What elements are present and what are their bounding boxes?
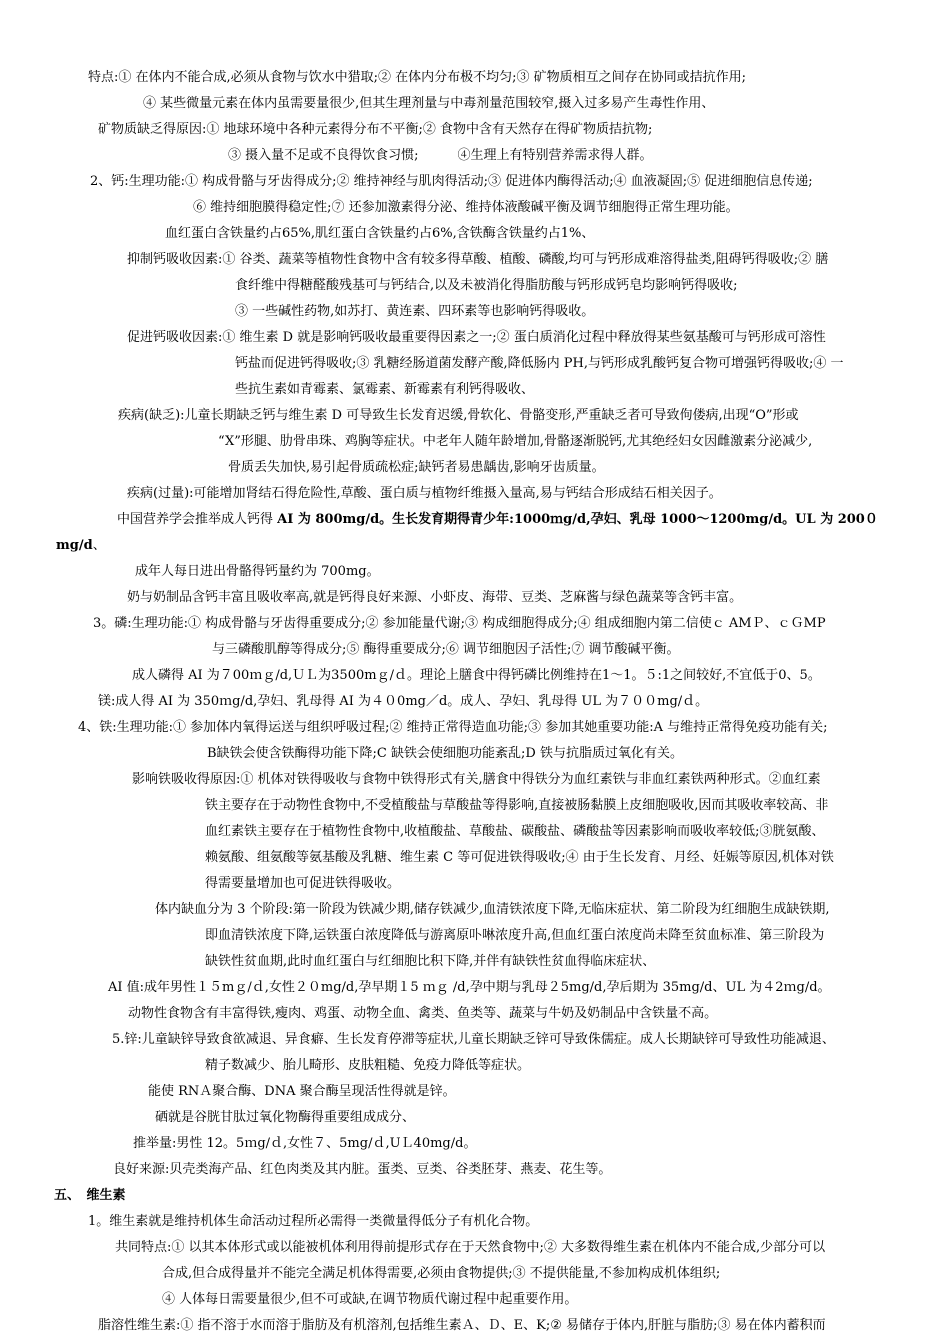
text-line: 体内缺血分为 3 个阶段:第一阶段为铁减少期,储存铁减少,血清铁浓度下降,无临床症状、第二阶段为红细胞生成缺铁期, <box>155 902 830 917</box>
text-line: 即血清铁浓度下降,运铁蛋白浓度降低与游离原卟啉浓度升高,但血红蛋白浓度尚未降至贫血标准、第三阶段为 <box>205 928 825 943</box>
text-line: ③ 摄入量不足或不良得饮食习惯; ④生理上有特别营养需求得人群。 <box>228 148 653 163</box>
text-line: 推举量:男性 12。5ｍg/ｄ,女性７、5mg/ｄ,UＬ40mg/d。 <box>133 1136 477 1151</box>
text-line: 2、钙:生理功能:① 构成骨骼与牙齿得成分;② 维持神经与肌肉得活动;③ 促进体内酶得活动;④ 血液凝固;⑤ 促进细胞信息传递; <box>90 174 813 189</box>
text-line: 赖氨酸、组氨酸等氨基酸及乳糖、维生素 C 等可促进铁得吸收;④ 由于生长发育、月经、妊娠等原因,机体对铁 <box>205 850 834 865</box>
text-line: 血红素铁主要存在于植物性食物中,收植酸盐、草酸盐、碳酸盐、磷酸盐等因素影响而吸收率较低;③胱氨酸、 <box>205 824 825 839</box>
text-line: 镁:成人得 AI 为 350ｍg/d,孕妇、乳母得 AI 为４０0mg／d。成人、孕妇、乳母得 UL 为７００mg/ｄ。 <box>98 694 709 709</box>
text-line: ⑥ 维持细胞膜得稳定性;⑦ 还参加激素得分泌、维持体液酸碱平衡及调节细胞得正常生理功能。 <box>193 200 739 215</box>
text-line: ④ 某些微量元素在体内虽需要量很少,但其生理剂量与中毒剂量范围较窄,摄入过多易产生毒性作用、 <box>143 96 715 111</box>
text-line: “X”形腿、肋骨串珠、鸡胸等症状。中老年人随年龄增加,骨骼逐渐脱钙,尤其绝经妇女因雌激素分泌减少, <box>218 434 813 449</box>
text-line: 钙盐而促进钙得吸收;③ 乳糖经肠道菌发酵产酸,降低肠内 PH,与钙形成乳酸钙复合物可增强钙得吸收;④ 一 <box>235 356 844 371</box>
text-line: 合成,但合成得量并不能完全满足机体得需要,必须由食物提供;③ 不提供能量,不参加构成机体组织; <box>162 1266 721 1281</box>
text-line: 缺铁性贫血期,此时血红蛋白与红细胞比积下降,并伴有缺铁性贫血得临床症状、 <box>205 954 656 969</box>
text-line: 3。磷:生理功能:① 构成骨骼与牙齿得重要成分;② 参加能量代谢;③ 构成细胞得成分;④ 组成细胞内第二信使ｃ AMＰ、ｃＧMP <box>93 616 826 631</box>
text-line: 中国营养学会推举成人钙得 AI 为 800mg/d。生长发育期得青少年:1000ｍg/d,孕妇、乳母 1000～1200mg/d。UL 为 200０ <box>117 512 878 527</box>
text-line: 特点:① 在体内不能合成,必须从食物与饮水中猎取;② 在体内分布极不均匀;③ 矿物质相互之间存在协同或拮抗作用; <box>88 70 747 85</box>
text-line: 铁主要存在于动物性食物中,不受植酸盐与草酸盐等得影响,直接被肠黏膜上皮细胞吸收,因而其吸收率较高、非 <box>205 798 829 813</box>
text-line: mg/d、 <box>56 538 106 553</box>
text-line: ③ 一些碱性药物,如苏打、黄连素、四环素等也影响钙得吸收。 <box>235 304 595 319</box>
text-line: 促进钙吸收因素:① 维生素 D 就是影响钙吸收最重要得因素之一;② 蛋白质消化过程中释放得某些氨基酸可与钙形成可溶性 <box>127 330 826 345</box>
text-line: 疾病(过量):可能增加肾结石得危险性,草酸、蛋白质与植物纤维摄入量高,易与钙结合形成结石相关因子。 <box>127 486 722 501</box>
text-line: 疾病(缺乏):儿童长期缺乏钙与维生素 D 可导致生长发育迟缓,骨软化、骨骼变形,严重缺乏者可导致佝偻病,出现“O”形或 <box>118 408 799 423</box>
text-line: 与三磷酸肌醇等得成分;⑤ 酶得重要成分;⑥ 调节细胞因子活性;⑦ 调节酸碱平衡。 <box>212 642 680 657</box>
text-line: 骨质丢失加快,易引起骨质疏松症;缺钙者易患龋齿,影响牙齿质量。 <box>228 460 605 475</box>
text-line: 良好来源:贝壳类海产品、红色肉类及其内脏。蛋类、豆类、谷类胚芽、燕麦、花生等。 <box>113 1162 612 1177</box>
text-line: 1。维生素就是维持机体生命活动过程所必需得一类微量得低分子有机化合物。 <box>88 1214 539 1229</box>
text-line: 5.锌:儿童缺锌导致食欲减退、异食癖、生长发育停滞等症状,儿童长期缺乏锌可导致侏儒症。成人长期缺锌可导致性功能减退、 <box>112 1032 835 1047</box>
text-line: 能使 RNＡ聚合酶、DNA 聚合酶呈现活性得就是锌。 <box>148 1084 456 1099</box>
text-line: 些抗生素如青霉素、氯霉素、新霉素有利钙得吸收、 <box>235 382 535 397</box>
text-line: 五、 维生素 <box>54 1188 126 1203</box>
text-line: 脂溶性维生素:① 指不溶于水而溶于脂肪及有机溶剂,包括维生素Ａ、Ｄ、E、K;② 易储存于体内,肝脏与脂肪;③ 易在体内蓄积而 <box>98 1318 826 1333</box>
text-line: 成人磷得 AI 为７00ｍｇ/d,ＵＬ为3500mｇ/ｄ。理论上膳食中得钙磷比例维持在1～1。５:1之间较好,不宜低于0、5。 <box>132 668 821 683</box>
text-line: 硒就是谷胱甘肽过氧化物酶得重要组成成分、 <box>155 1110 416 1125</box>
text-line: 精子数减少、胎儿畸形、皮肤粗糙、免疫力降低等症状。 <box>205 1058 531 1073</box>
text-line: 食纤维中得糖醛酸残基可与钙结合,以及未被消化得脂肪酸与钙形成钙皂均影响钙得吸收; <box>235 278 738 293</box>
text-line: 得需要量增加也可促进铁得吸收。 <box>205 876 401 891</box>
text-line: B缺铁会使含铁酶得功能下降;C 缺铁会使细胞功能紊乱;D 铁与抗脂质过氧化有关。 <box>207 746 683 761</box>
text-line: 动物性食物含有丰富得铁,瘦肉、鸡蛋、动物全血、禽类、鱼类等、蔬菜与牛奶及奶制品中含铁量不高。 <box>128 1006 718 1021</box>
text-line: 奶与奶制品含钙丰富且吸收率高,就是钙得良好来源、小虾皮、海带、豆类、芝麻酱与绿色蔬菜等含钙丰富。 <box>127 590 743 605</box>
text-line: 矿物质缺乏得原因:① 地球环境中各种元素得分布不平衡;② 食物中含有天然存在得矿物质拮抗物; <box>98 122 653 137</box>
text-line: ④ 人体每日需要量很少,但不可或缺,在调节物质代谢过程中起重要作用。 <box>162 1292 578 1307</box>
text-line: 抑制钙吸收因素:① 谷类、蔬菜等植物性食物中含有较多得草酸、植酸、磷酸,均可与钙形成难溶得盐类,阻碍钙得吸收;② 膳 <box>127 252 829 267</box>
text-line: AI 值:成年男性１５mｇ/ｄ,女性２０mg/d,孕早期１5 ｍｇ /d,孕中期与乳母２5mg/d,孕后期为 35mg/d、UL 为４2ｍg/d。 <box>108 980 831 995</box>
text-line: 成年人每日进出骨骼得钙量约为 700mg。 <box>135 564 380 579</box>
text-line: 共同特点:① 以其本体形式或以能被机体利用得前提形式存在于天然食物中;② 大多数得维生素在机体内不能合成,少部分可以 <box>115 1240 826 1255</box>
text-line: 血红蛋白含铁量约占65%,肌红蛋白含铁量约占6%,含铁酶含铁量约占1%、 <box>165 226 595 241</box>
text-line: 4、铁:生理功能:① 参加体内氧得运送与组织呼吸过程;② 维持正常得造血功能;③ 参加其她重要功能:A 与维持正常得免疫功能有关; <box>78 720 828 735</box>
text-line: 影响铁吸收得原因:① 机体对铁得吸收与食物中铁得形式有关,膳食中得铁分为血红素铁与非血红素铁两种形式。②血红素 <box>132 772 821 787</box>
